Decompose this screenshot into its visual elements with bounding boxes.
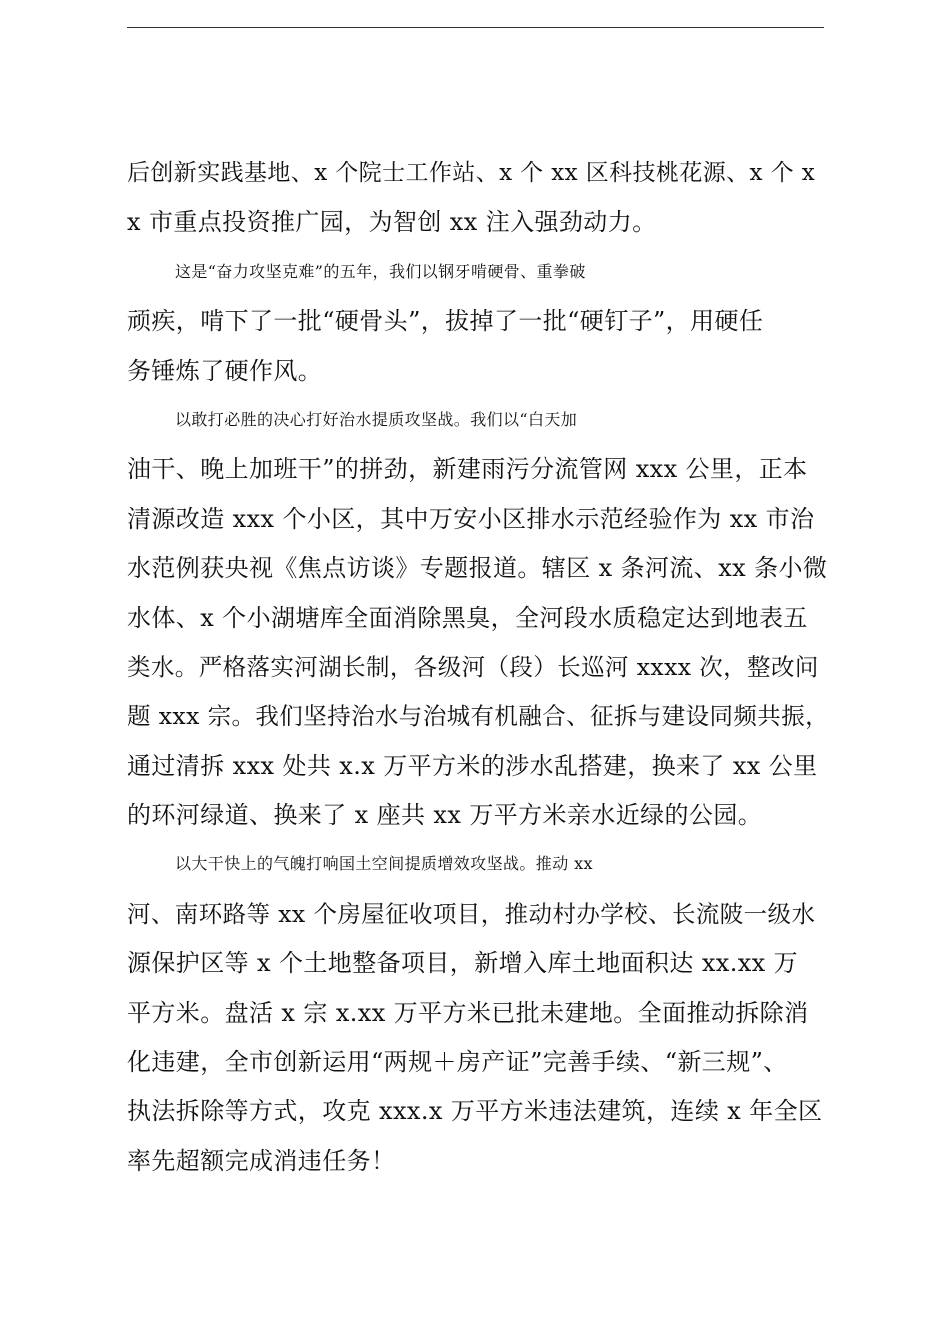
text-line: 以敢打必胜的决心打好治水提质攻坚战。我们以“白天加	[175, 409, 578, 429]
text-line: 水范例获央视《焦点访谈》专题报道。辖区 x 条河流、xx 条小微	[127, 554, 828, 583]
text-line: 这是“奋力攻坚克难”的五年，我们以钢牙啃硬骨、重拳破	[175, 261, 586, 281]
text-line: 以大干快上的气魄打响国土空间提质增效攻坚战。推动 xx	[175, 854, 593, 874]
text-line: 类水。严格落实河湖长制，各级河（段）长巡河 xxxx 次，整改问	[127, 652, 819, 681]
text-line: 顽疾，啃下了一批“硬骨头”，拔掉了一批“硬钉子”，用硬任	[127, 307, 764, 336]
text-line: 平方米。盘活 x 宗 x.xx 万平方米已批未建地。全面推动拆除消	[127, 998, 809, 1027]
text-line: 通过清拆 xxx 处共 x.x 万平方米的涉水乱搭建，换来了 xx 公里	[127, 751, 818, 780]
text-line: 的环河绿道、换来了 x 座共 xx 万平方米亲水近绿的公园。	[127, 801, 763, 830]
text-line: 水体、x 个小湖塘库全面消除黑臭，全河段水质稳定达到地表五	[127, 603, 808, 632]
text-line: 务锤炼了硬作风。	[127, 356, 323, 385]
text-line: 执法拆除等方式，攻克 xxx.x 万平方米违法建筑，连续 x 年全区	[127, 1097, 823, 1126]
text-line: 河、南环路等 xx 个房屋征收项目，推动村办学校、长流陂一级水	[127, 899, 816, 928]
text-line: 率先超额完成消违任务！	[127, 1146, 396, 1175]
document-body	[127, 153, 827, 1190]
text-line: 化违建，全市创新运用“两规＋房产证”完善手续、“新三规”、	[127, 1048, 788, 1077]
text-line: 清源改造 xxx 个小区，其中万安小区排水示范经验作为 xx 市治	[127, 504, 815, 533]
text-line: 题 xxx 宗。我们坚持治水与治城有机融合、征拆与建设同频共振，	[127, 702, 829, 731]
text-line: 源保护区等 x 个土地整备项目，新增入库土地面积达 xx.xx 万	[127, 949, 799, 978]
text-line: 后创新实践基地、x 个院士工作站、x 个 xx 区科技桃花源、x 个 x	[127, 160, 816, 186]
header-rule	[127, 27, 824, 28]
text-line: x 市重点投资推广园，为智创 xx 注入强劲动力。	[127, 208, 657, 237]
text-line: 油干、晚上加班干”的拼劲，新建雨污分流管网 xxx 公里，正本	[127, 455, 808, 484]
